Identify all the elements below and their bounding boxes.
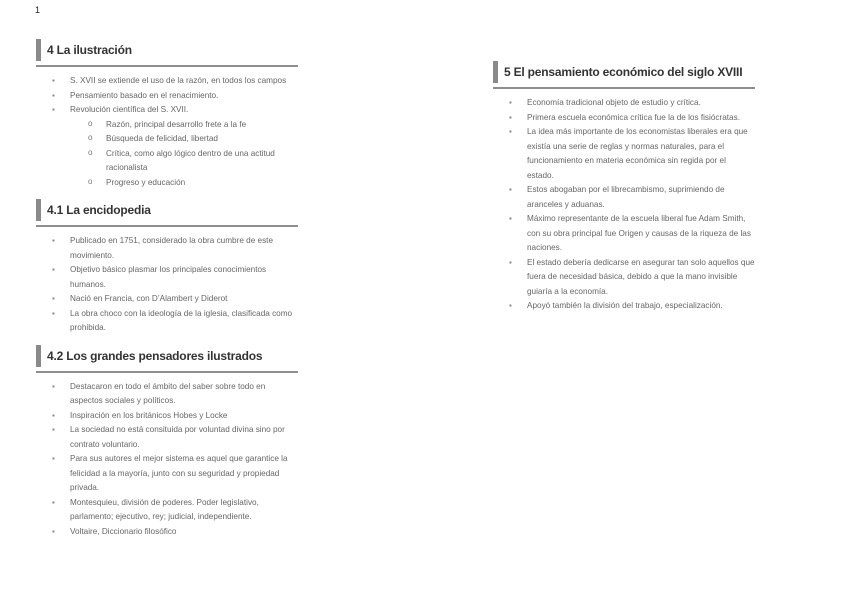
section-heading xyxy=(36,196,298,227)
section-heading xyxy=(36,36,298,67)
list-item: ▪ Inspiración en los británicos Hobes y Locke xyxy=(36,409,298,424)
list-item: ▪ S. XVII se extiende el uso de la razón, en todos los campos xyxy=(36,74,298,89)
list-item: ▪ La obra choco con la ideología de la iglesia, clasificada como prohibida. xyxy=(36,307,298,336)
heading-title: 4.2 Los grandes pensadores ilustrados xyxy=(47,348,263,363)
list-item: ▪ La idea más importante de los economistas liberales era que existía una serie de reglas y normas naturales, para el funcionamiento en materia económica sin regida por el estado. xyxy=(493,125,755,183)
section-ilustracion xyxy=(36,36,298,190)
list-item xyxy=(36,103,298,118)
list-item: ▪ Montesquieu, división de poderes. Poder legislativo, parlamento; ejecutivo, rey; judicial, independiente. xyxy=(36,496,298,525)
sub-list-item: o Búsqueda de felicidad, libertad xyxy=(36,132,298,147)
list-item: ▪ Nació en Francia, con D’Alambert y Diderot xyxy=(36,292,298,307)
section-heading xyxy=(36,342,298,373)
heading-title: 5 El pensamiento económico del siglo XVIII xyxy=(504,65,743,79)
heading-bar xyxy=(36,39,41,61)
page-number: 1 xyxy=(35,5,41,15)
list-item-text: Revolución científica del S. XVII. xyxy=(70,105,189,114)
sub-list xyxy=(36,118,298,191)
list-item: ▪ Destacaron en todo el ámbito del saber sobre todo en aspectos sociales y políticos. xyxy=(36,380,298,409)
list-item: ▪ Publicado en 1751, considerado la obra cumbre de este movimiento. xyxy=(36,234,298,263)
list-item: ▪ Máximo representante de la escuela liberal fue Adam Smith, con su obra principal fue Origen y causas de la riqueza de las naciones. xyxy=(493,212,755,256)
bullet-list xyxy=(36,74,298,118)
sub-list-item: o Progreso y educación xyxy=(36,176,298,191)
section-heading xyxy=(493,58,755,89)
list-item: ▪ Estos abogaban por el librecambismo, suprimiendo de aranceles y aduanas. xyxy=(493,183,755,212)
section-pensamiento-economico xyxy=(493,58,755,314)
bullet-list xyxy=(493,96,755,314)
sub-list-item: o Razón, principal desarrollo frete a la fe xyxy=(36,118,298,133)
list-item: ▪ Para sus autores el mejor sistema es aquel que garantice la felicidad a la mayoría, junto con su seguridad y propiedad privada. xyxy=(36,452,298,496)
heading-title: 4.1 La encidopedia xyxy=(47,203,151,217)
left-column xyxy=(36,36,298,545)
list-item: ▪ Apoyó también la división del trabajo, especialización. xyxy=(493,299,755,314)
heading-bar xyxy=(493,61,498,83)
right-column xyxy=(493,58,755,320)
list-item: ▪ Primera escuela económica crítica fue la de los fisiócratas. xyxy=(493,111,755,126)
heading-title: 4 La ilustración xyxy=(47,43,132,57)
sub-list-item: o Crítica, como algo lógico dentro de una actitud racionalista xyxy=(36,147,298,176)
bullet-list xyxy=(36,380,298,540)
list-item: ▪ El estado debería dedicarse en asegurar tan solo aquellos que fuera de necesidad básica, debido a que la mano invisible guiaría a la economía. xyxy=(493,256,755,300)
heading-bar xyxy=(36,199,41,221)
bullet-list xyxy=(36,234,298,336)
section-enciclopedia xyxy=(36,196,298,336)
list-item: ▪ Economía tradicional objeto de estudio y crítica. xyxy=(493,96,755,111)
list-item: ▪ La sociedad no está consituida por voluntad divina sino por contrato voluntario. xyxy=(36,423,298,452)
heading-bar xyxy=(36,345,41,367)
list-item: ▪ Objetivo básico plasmar los principales conocimientos humanos. xyxy=(36,263,298,292)
list-item: ▪ Pensamiento basado en el renacimiento. xyxy=(36,89,298,104)
section-pensadores xyxy=(36,342,298,540)
list-item: ▪ Voltaire, Diccionario filosófico xyxy=(36,525,298,540)
